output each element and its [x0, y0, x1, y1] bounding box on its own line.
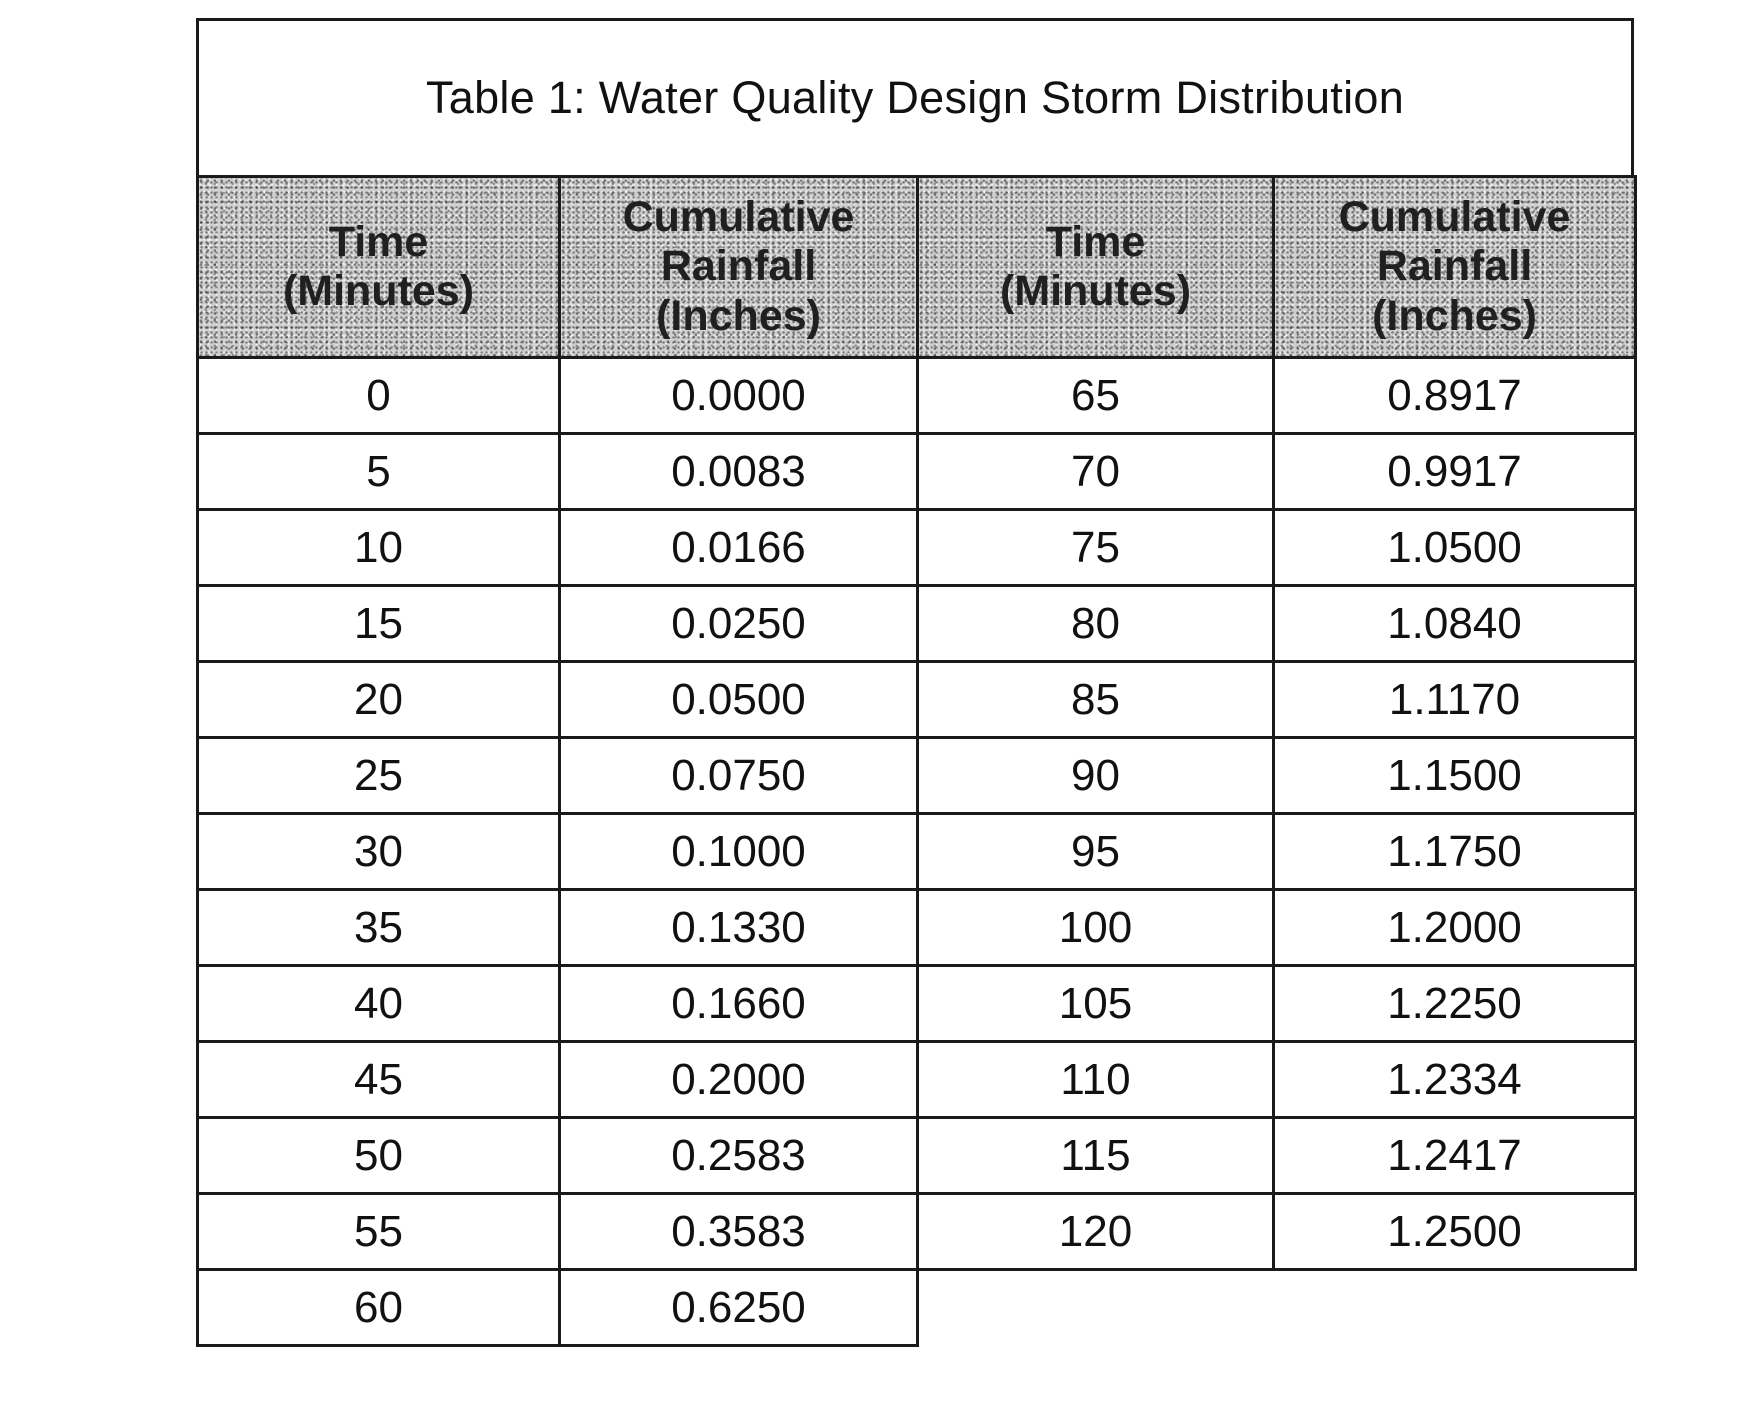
time-cell: 5 [198, 434, 560, 510]
rainfall-cell: 0.0083 [560, 434, 918, 510]
table-row [198, 510, 1636, 586]
header-rainfall-1-line-1: Cumulative [622, 192, 855, 241]
rainfall-cell: 0.1330 [560, 890, 918, 966]
time-cell: 110 [918, 1042, 1274, 1118]
rainfall-cell: 0.1660 [560, 966, 918, 1042]
table-row [198, 358, 1636, 434]
time-cell: 90 [918, 738, 1274, 814]
header-time-2 [918, 177, 1274, 358]
table-title-box [196, 18, 1634, 178]
table-header [198, 177, 1636, 358]
rainfall-cell: 0.0250 [560, 586, 918, 662]
rainfall-cell: 0.0750 [560, 738, 918, 814]
rainfall-cell: 1.2000 [1274, 890, 1636, 966]
time-cell: 85 [918, 662, 1274, 738]
time-cell: 100 [918, 890, 1274, 966]
table-row [198, 586, 1636, 662]
table-row [198, 814, 1636, 890]
rainfall-cell: 1.1170 [1274, 662, 1636, 738]
table-row [198, 966, 1636, 1042]
header-rainfall-1-line-3: (Inches) [656, 291, 821, 340]
rainfall-cell: 1.1500 [1274, 738, 1636, 814]
rainfall-cell: 1.2250 [1274, 966, 1636, 1042]
time-cell: 80 [918, 586, 1274, 662]
table-row [198, 890, 1636, 966]
time-cell: 120 [918, 1194, 1274, 1270]
rainfall-cell: 0.0166 [560, 510, 918, 586]
time-cell: 40 [198, 966, 560, 1042]
rainfall-cell: 0.0000 [560, 358, 918, 434]
time-cell: 25 [198, 738, 560, 814]
header-time-2-line-1: Time [1045, 217, 1146, 266]
header-time-1-line-2: (Minutes) [282, 267, 475, 315]
time-cell: 35 [198, 890, 560, 966]
header-time-2-line-2: (Minutes) [999, 267, 1192, 315]
time-cell: 30 [198, 814, 560, 890]
table-row [198, 1194, 1636, 1270]
rainfall-cell: 1.0500 [1274, 510, 1636, 586]
storm-distribution-table [196, 175, 1637, 1347]
time-cell: 0 [198, 358, 560, 434]
time-cell: 60 [198, 1270, 560, 1346]
rainfall-cell: 1.2417 [1274, 1118, 1636, 1194]
time-cell: 115 [918, 1118, 1274, 1194]
header-rainfall-2-line-3: (Inches) [1372, 291, 1537, 340]
table-row [198, 1042, 1636, 1118]
time-cell: 10 [198, 510, 560, 586]
header-rainfall-2-line-2: Rainfall [1376, 242, 1533, 291]
rainfall-cell: 0.8917 [1274, 358, 1636, 434]
time-cell: 20 [198, 662, 560, 738]
empty-cell [1274, 1270, 1636, 1346]
header-row [198, 177, 1636, 358]
table-row [198, 1118, 1636, 1194]
header-rainfall-1-line-2: Rainfall [660, 242, 817, 291]
table-row [198, 738, 1636, 814]
table-row [198, 434, 1636, 510]
table-row [198, 662, 1636, 738]
time-cell: 65 [918, 358, 1274, 434]
rainfall-cell: 1.0840 [1274, 586, 1636, 662]
time-cell: 105 [918, 966, 1274, 1042]
rainfall-cell: 0.0500 [560, 662, 918, 738]
table-row [198, 1270, 1636, 1346]
table-title: Table 1: Water Quality Design Storm Distribution [425, 72, 1405, 123]
rainfall-cell: 0.2583 [560, 1118, 918, 1194]
table-body [198, 358, 1636, 1346]
rainfall-cell: 1.2500 [1274, 1194, 1636, 1270]
header-rainfall-2 [1274, 177, 1636, 358]
rainfall-cell: 0.6250 [560, 1270, 918, 1346]
time-cell: 75 [918, 510, 1274, 586]
rainfall-cell: 1.2334 [1274, 1042, 1636, 1118]
time-cell: 15 [198, 586, 560, 662]
rainfall-cell: 0.3583 [560, 1194, 918, 1270]
rainfall-cell: 0.9917 [1274, 434, 1636, 510]
rainfall-cell: 0.1000 [560, 814, 918, 890]
time-cell: 95 [918, 814, 1274, 890]
rainfall-cell: 1.1750 [1274, 814, 1636, 890]
time-cell: 45 [198, 1042, 560, 1118]
header-rainfall-2-line-1: Cumulative [1338, 192, 1571, 241]
rainfall-cell: 0.2000 [560, 1042, 918, 1118]
time-cell: 70 [918, 434, 1274, 510]
time-cell: 55 [198, 1194, 560, 1270]
time-cell: 50 [198, 1118, 560, 1194]
header-rainfall-1 [560, 177, 918, 358]
header-time-1-line-1: Time [328, 217, 429, 266]
header-time-1 [198, 177, 560, 358]
empty-cell [918, 1270, 1274, 1346]
